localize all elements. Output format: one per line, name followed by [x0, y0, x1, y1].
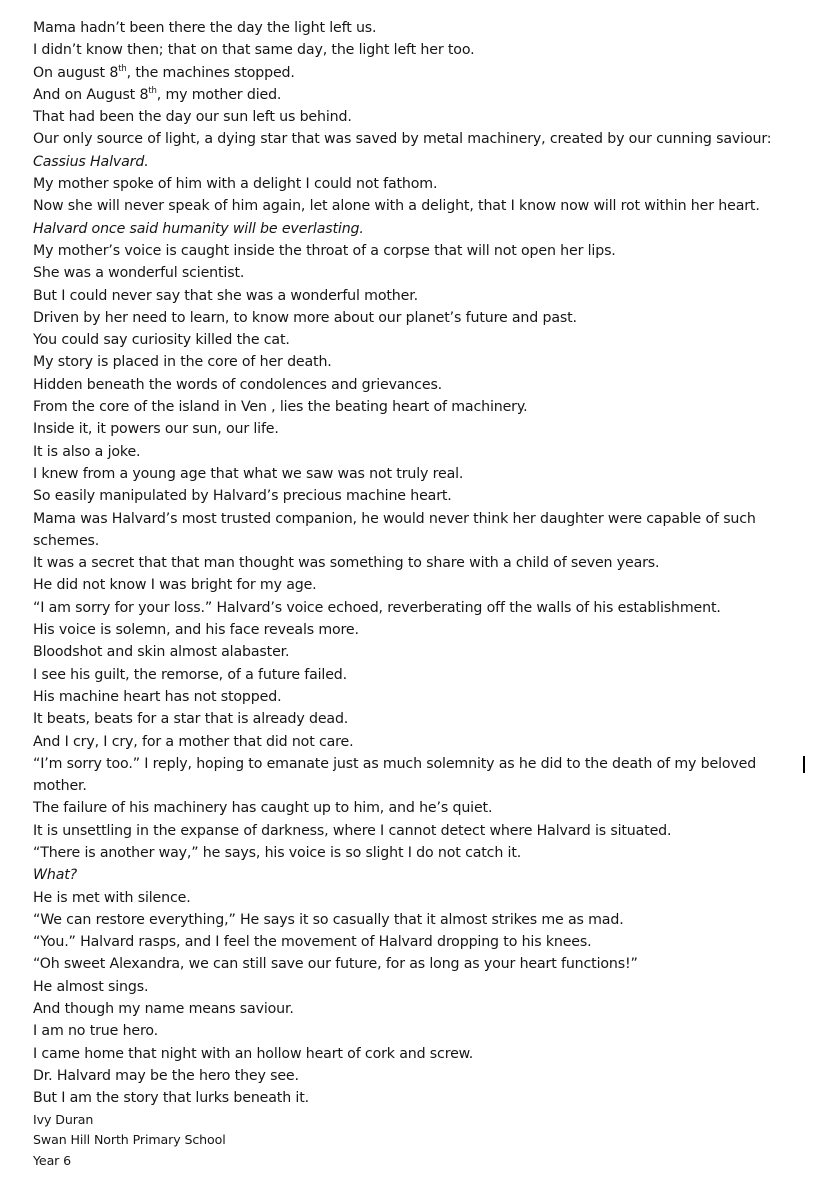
story-line: My mother’s voice is caught inside the throat of a corpse that will not open her lips.	[33, 242, 616, 259]
story-line: schemes.	[33, 532, 100, 549]
story-line: “We can restore everything,” He says it so casually that it almost strikes me as mad.	[33, 911, 624, 928]
story-line: “There is another way,” he says, his voice is so slight I do not catch it.	[33, 844, 522, 861]
story-line-italic: What?	[33, 867, 78, 884]
story-line: And though my name means saviour.	[33, 1001, 294, 1018]
story-line: But I could never say that she was a wonderful mother.	[33, 287, 418, 304]
story-line: From the core of the island in Ven , lies the beating heart of machinery.	[33, 399, 528, 416]
story-line: My mother spoke of him with a delight I could not fathom.	[33, 176, 438, 193]
story-line: That had been the day our sun left us behind.	[33, 109, 352, 126]
story-line: Mama was Halvard’s most trusted companion, he would never think her daughter were capable of such	[33, 510, 756, 527]
author-school: Swan Hill North Primary School	[33, 1132, 226, 1148]
story-line: Driven by her need to learn, to know more about our planet’s future and past.	[33, 309, 577, 326]
story-line: I came home that night with an hollow heart of cork and screw.	[33, 1045, 474, 1062]
story-line: It is also a joke.	[33, 443, 141, 460]
story-line: It beats, beats for a star that is already dead.	[33, 711, 349, 728]
story-line: mother.	[33, 778, 87, 795]
story-line: So easily manipulated by Halvard’s precious machine heart.	[33, 488, 452, 505]
story-line: The failure of his machinery has caught up to him, and he’s quiet.	[33, 800, 493, 817]
ordinal-suffix: th	[118, 63, 127, 74]
story-line: I knew from a young age that what we saw was not truly real.	[33, 465, 464, 482]
story-line: I see his guilt, the remorse, of a future failed.	[33, 666, 348, 683]
story-line: Bloodshot and skin almost alabaster.	[33, 644, 290, 661]
story-line: But I am the story that lurks beneath it.	[33, 1090, 309, 1107]
story-line: You could say curiosity killed the cat.	[33, 332, 290, 349]
story-line: And on August 8th, my mother died.	[33, 85, 282, 103]
story-line-italic: Cassius Halvard.	[33, 153, 149, 170]
story-line: His machine heart has not stopped.	[33, 688, 282, 705]
story-line: Now she will never speak of him again, let alone with a delight, that I know now will rot within her heart.	[33, 198, 760, 215]
story-line: Inside it, it powers our sun, our life.	[33, 421, 279, 438]
story-line[interactable]	[33, 753, 823, 775]
story-line-text: “I’m sorry too.” I reply, hoping to emanate just as much solemnity as he did to the death of my beloved	[33, 755, 757, 772]
story-line: It is unsettling in the expanse of darkness, where I cannot detect where Halvard is situated.	[33, 822, 672, 839]
story-line: He did not know I was bright for my age.	[33, 577, 317, 594]
story-line: “You.” Halvard rasps, and I feel the movement of Halvard dropping to his knees.	[33, 934, 592, 951]
story-line: And I cry, I cry, for a mother that did not care.	[33, 733, 354, 750]
story-line: I didn’t know then; that on that same day, the light left her too.	[33, 42, 475, 59]
story-line: Mama hadn’t been there the day the light left us.	[33, 20, 377, 36]
text-cursor	[803, 756, 805, 773]
document-page	[33, 17, 823, 1171]
story-line: “Oh sweet Alexandra, we can still save our future, for as long as your heart functions!”	[33, 956, 638, 973]
story-line: He is met with silence.	[33, 889, 191, 906]
story-line: Hidden beneath the words of condolences and grievances.	[33, 376, 443, 393]
author-name: Ivy Duran	[33, 1111, 94, 1127]
story-line: It was a secret that that man thought was something to share with a child of seven years.	[33, 555, 660, 572]
story-line: She was a wonderful scientist.	[33, 265, 245, 282]
story-line: He almost sings.	[33, 978, 149, 995]
story-line: His voice is solemn, and his face reveals more.	[33, 622, 359, 639]
ordinal-suffix: th	[148, 85, 157, 96]
story-line: On august 8th, the machines stopped.	[33, 63, 295, 81]
story-line: “I am sorry for your loss.” Halvard’s voice echoed, reverberating off the walls of his establishment.	[33, 599, 721, 616]
author-year: Year 6	[33, 1152, 72, 1168]
story-line: Our only source of light, a dying star that was saved by metal machinery, created by our cunning saviour:	[33, 131, 772, 148]
story-line: Dr. Halvard may be the hero they see.	[33, 1067, 299, 1084]
story-line: My story is placed in the core of her death.	[33, 354, 332, 371]
story-line: I am no true hero.	[33, 1023, 159, 1040]
story-line-italic: Halvard once said humanity will be everlasting.	[33, 220, 364, 237]
